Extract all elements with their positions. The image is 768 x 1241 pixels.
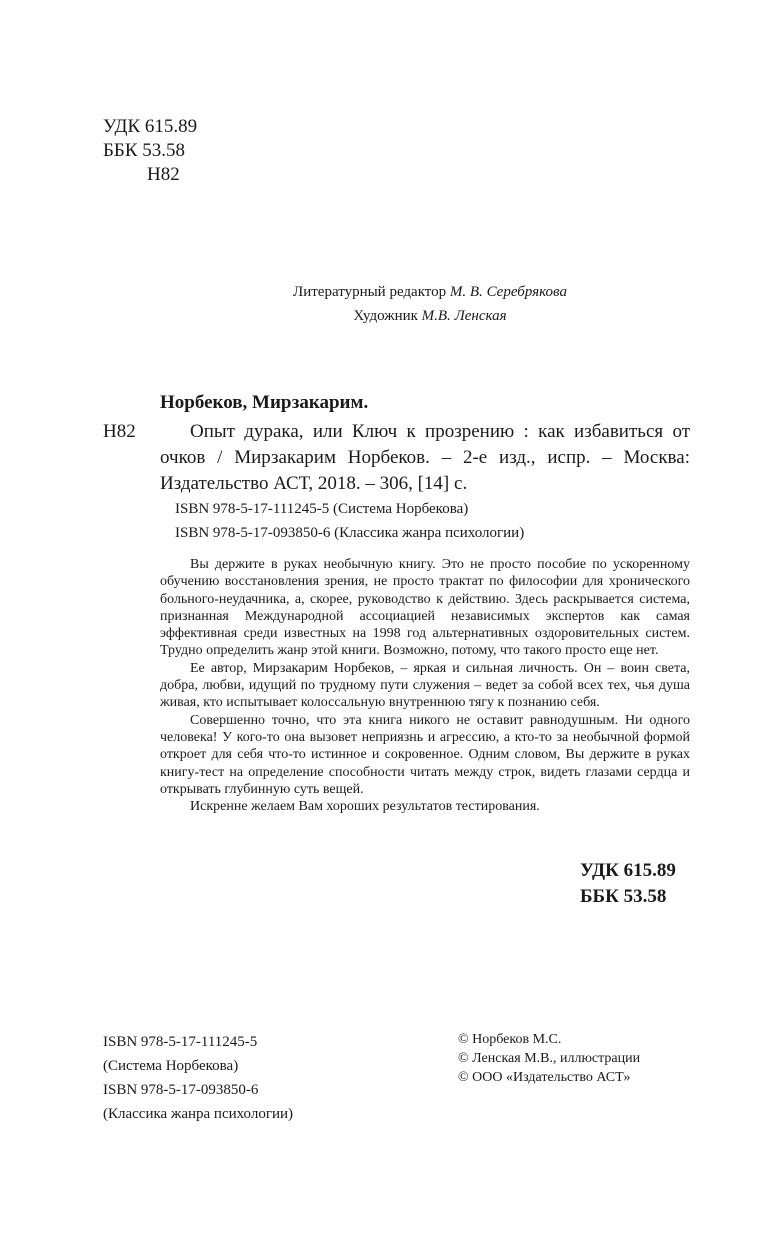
isbn-line: ISBN 978-5-17-093850-6 — [103, 1082, 259, 1098]
copyright-line: © Норбеков М.С. — [458, 1032, 562, 1047]
abstract-paragraph: Ее автор, Мирзакарим Норбеков, – яркая и сильная личность. Он – воин света, добра, любви, идущий по трудному пути служения – ведет за собой всех тех, чья душа живая, кто испытывает колоссальную внутреннюю тягу к познанию себя. — [160, 660, 690, 711]
abstract — [160, 556, 690, 815]
copyright-line: © Ленская М.В., иллюстрации — [458, 1051, 641, 1066]
artist-credit — [0, 304, 768, 328]
editor-credit — [0, 280, 768, 304]
isbn-series: (Классика жанра психологии) — [103, 1106, 294, 1122]
classification-bottom — [580, 858, 676, 910]
bibliographic-record — [160, 419, 690, 545]
bbk-code-bold: ББК 53.58 — [580, 886, 667, 907]
isbn-series: (Система Норбекова) — [103, 1058, 239, 1074]
copyright-block — [458, 1030, 640, 1087]
record-author-mark: Н82 — [103, 421, 136, 442]
record-author: Норбеков, Мирзакарим. — [160, 392, 369, 413]
record-title: Опыт дурака, или Ключ к прозрению : как избавиться от очков / Мирзакарим Норбеков. – 2-е изд., испр. – Москва: Издательство АСТ, 2018. – 306, [14] с. — [160, 421, 690, 494]
isbn-block — [103, 1030, 293, 1126]
record-isbn-2: ISBN 978-5-17-093850-6 (Классика жанра психологии) — [175, 525, 525, 541]
credits — [0, 280, 768, 328]
classification-top — [103, 115, 197, 187]
artist-name: М.В. Ленская — [421, 308, 507, 324]
copyright-line: © ООО «Издательство АСТ» — [458, 1070, 631, 1085]
bbk-code: ББК 53.58 — [103, 140, 185, 161]
record-isbn-1: ISBN 978-5-17-111245-5 (Система Норбекова) — [175, 501, 469, 517]
udk-code: УДК 615.89 — [103, 116, 198, 137]
abstract-paragraph: Искренне желаем Вам хороших результатов тестирования. — [190, 799, 540, 815]
udk-code-bold: УДК 615.89 — [580, 860, 676, 881]
editor-name: М. В. Серебрякова — [449, 284, 567, 300]
author-mark: Н82 — [147, 164, 180, 185]
abstract-paragraph: Вы держите в руках необычную книгу. Это не просто пособие по ускоренному обучению восстановления зрения, не просто трактат по философии для хронического больного-неудачника, а, скорее, руководство к действию. Здесь раскрывается система, признанная Международной ассоциацией независимых экспертов как самая эффективная среди известных на 1998 год альтернативных оздоровительных систем. Трудно определить жанр этой книги. Возможно, потому, что такого просто еще нет. — [160, 557, 690, 659]
artist-label: Художник — [353, 308, 422, 324]
editor-label: Литературный редактор — [293, 284, 450, 300]
abstract-paragraph: Совершенно точно, что эта книга никого не оставит равнодушным. Ни одного человека! У кого-то она вызовет неприязнь и агрессию, а кто-то за необычной формой откроет для себя что-то истинное и сокровенное. Одним словом, Вы держите в руках книгу-тест на определение способности читать между строк, видеть глазами сердца и открывать глубинную суть вещей. — [160, 712, 690, 797]
isbn-line: ISBN 978-5-17-111245-5 — [103, 1034, 258, 1050]
